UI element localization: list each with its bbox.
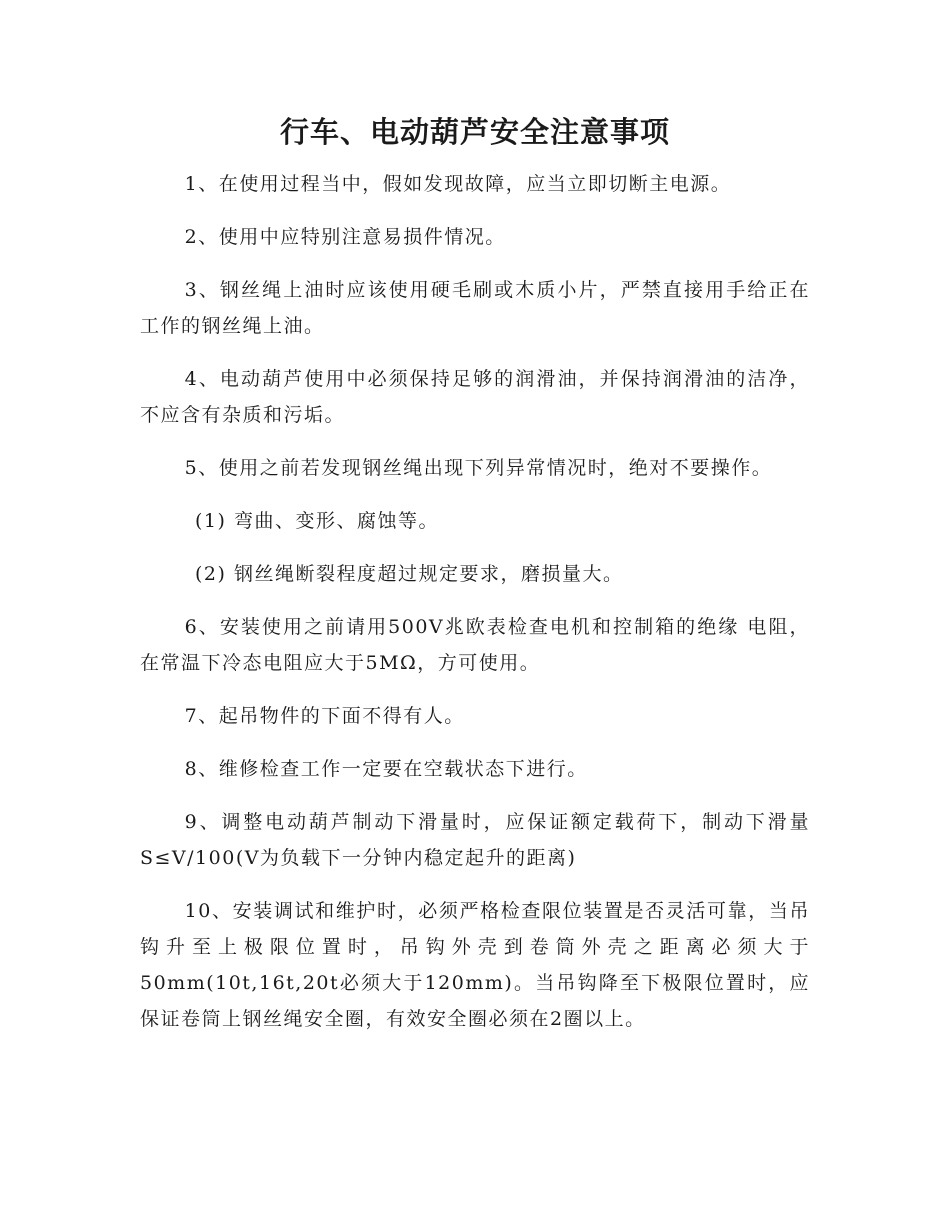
document-title: 行车、电动葫芦安全注意事项 <box>279 115 670 149</box>
item-10: 10、安装调试和维护时，必须严格检查限位装置是否灵活可靠，当吊钩升至上极限位置时，吊钩外壳到卷筒外壳之距离必须大于50mm(10t,16t,20t必须大于120mm)。当吊钩降至下极限位置时，应保证卷筒上钢丝绳安全圈，有效安全圈必须在2圈以上。 <box>140 900 810 1030</box>
item-2: 2、使用中应特别注意易损件情况。 <box>184 226 506 248</box>
item-5-sub-2: (2) 钢丝绳断裂程度超过规定要求，磨损量大。 <box>195 563 624 585</box>
document-body <box>140 166 810 1054</box>
item-5-sub-1: (1) 弯曲、变形、腐蚀等。 <box>195 510 439 532</box>
item-1: 1、在使用过程当中，假如发现故障，应当立即切断主电源。 <box>184 173 732 195</box>
item-9: 9、调整电动葫芦制动下滑量时，应保证额定载荷下，制动下滑量S≤V/100(V为负载下一分钟内稳定起升的距离) <box>140 811 810 869</box>
item-3: 3、钢丝绳上油时应该使用硬毛刷或木质小片，严禁直接用手给正在工作的钢丝绳上油。 <box>140 279 810 337</box>
item-6: 6、安装使用之前请用500V兆欧表检查电机和控制箱的绝缘 电阻，在常温下冷态电阻应大于5MΩ，方可使用。 <box>140 616 810 674</box>
item-8: 8、维修检查工作一定要在空载状态下进行。 <box>184 758 588 780</box>
item-7: 7、起吊物件的下面不得有人。 <box>184 705 465 727</box>
item-5: 5、使用之前若发现钢丝绳出现下列异常情况时，绝对不要操作。 <box>184 457 773 479</box>
item-4: 4、电动葫芦使用中必须保持足够的润滑油，并保持润滑油的洁净，不应含有杂质和污垢。 <box>140 368 810 426</box>
